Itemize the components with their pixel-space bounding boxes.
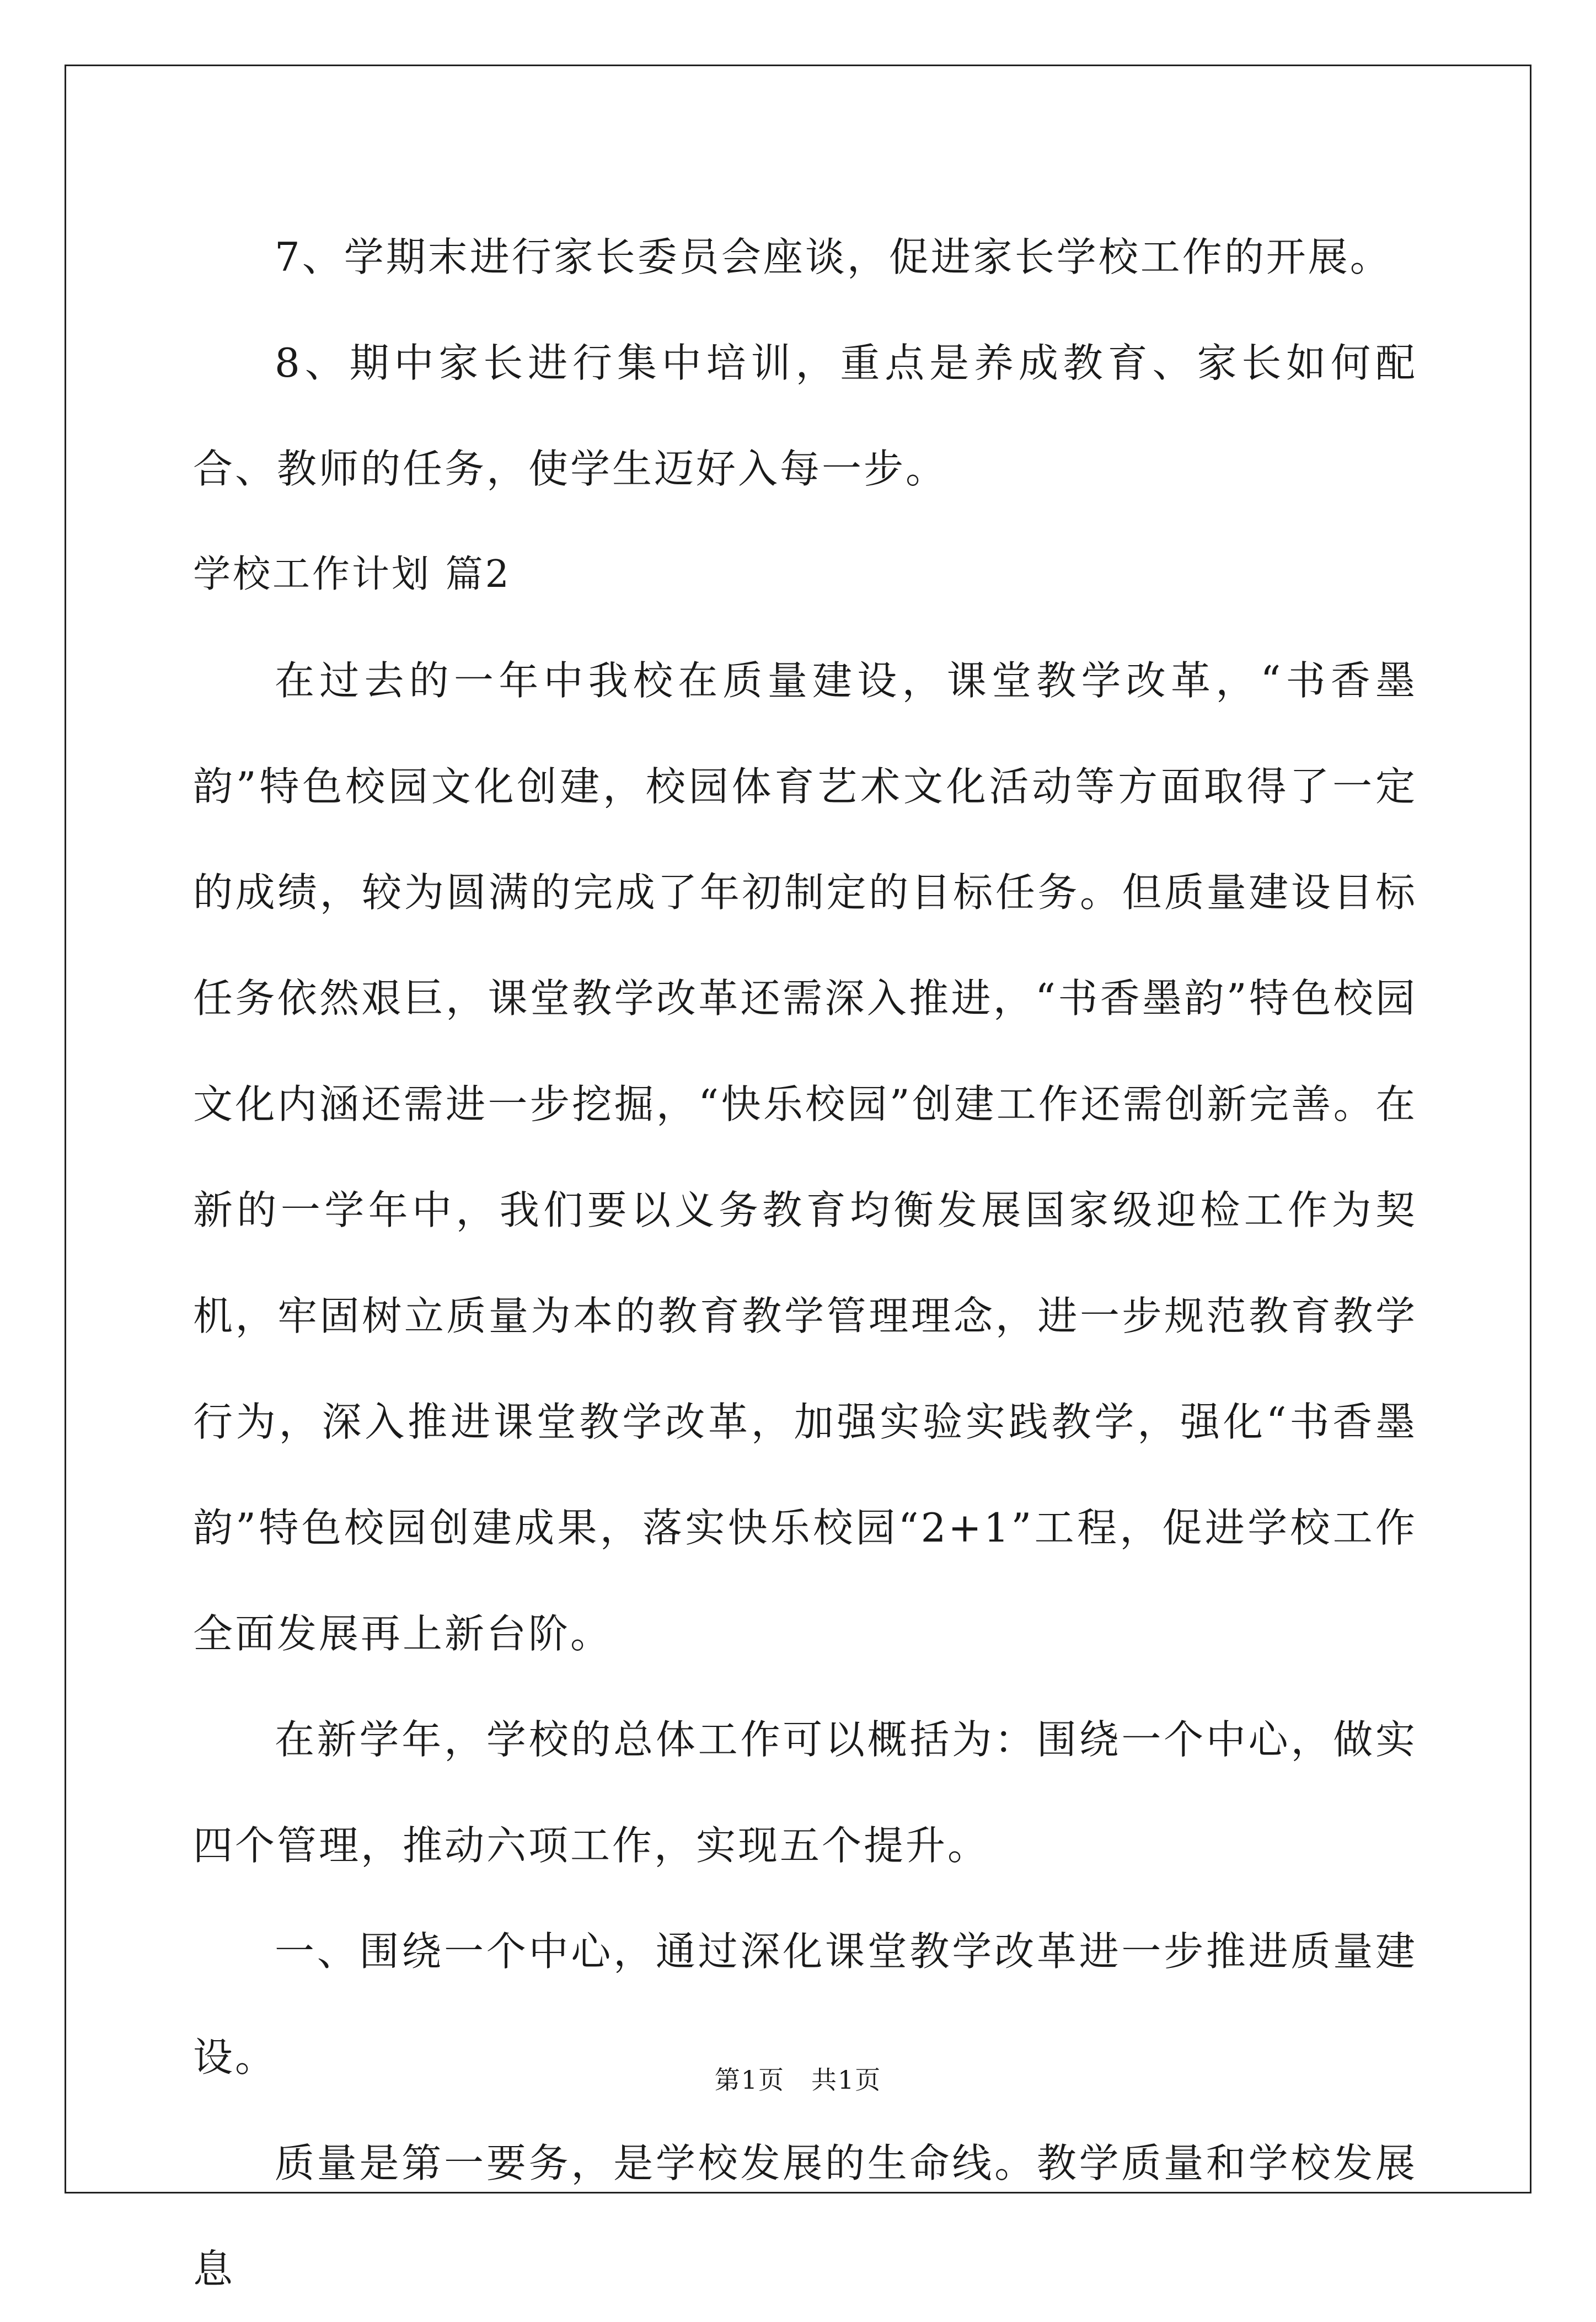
document-body (193, 204, 1417, 2322)
page-footer: 第1页 共1页 (714, 2065, 882, 2095)
paragraph-center: 一、围绕一个中心，通过深化课堂教学改革进一步推进质量建设。 (193, 1928, 1417, 2080)
paragraph-quality: 质量是第一要务，是学校发展的生命线。教学质量和学校发展息 (193, 2140, 1417, 2292)
paragraph-review: 在过去的一年中我校在质量建设，课堂教学改革，“书香墨韵”特色校园文化创建，校园体育艺术文化活动等方面取得了一定的成绩，较为圆满的完成了年初制定的目标任务。但质量建设目标任务依然艰巨，课堂教学改革还需深入推进，“书香墨韵”特色校园文化内涵还需进一步挖掘，“快乐校园”创建工作还需创新完善。在新的一学年中，我们要以义务教育均衡发展国家级迎检工作为契机，牢固树立质量为本的教育教学管理理念，进一步规范教育教学行为，深入推进课堂教学改革，加强实验实践教学，强化“书香墨韵”特色校园创建成果，落实快乐校园“2+1”工程，促进学校工作全面发展再上新台阶。 (193, 657, 1417, 1657)
section-heading: 学校工作计划 篇2 (193, 553, 511, 596)
paragraph-overview: 在新学年，学校的总体工作可以概括为：围绕一个中心，做实四个管理，推动六项工作，实现五个提升。 (193, 1716, 1417, 1869)
paragraph-item-8: 8、期中家长进行集中培训，重点是养成教育、家长如何配合、教师的任务，使学生迈好入每一步。 (193, 340, 1417, 492)
paragraph-item-7: 7、学期末进行家长委员会座谈，促进家长学校工作的开展。 (275, 234, 1392, 280)
